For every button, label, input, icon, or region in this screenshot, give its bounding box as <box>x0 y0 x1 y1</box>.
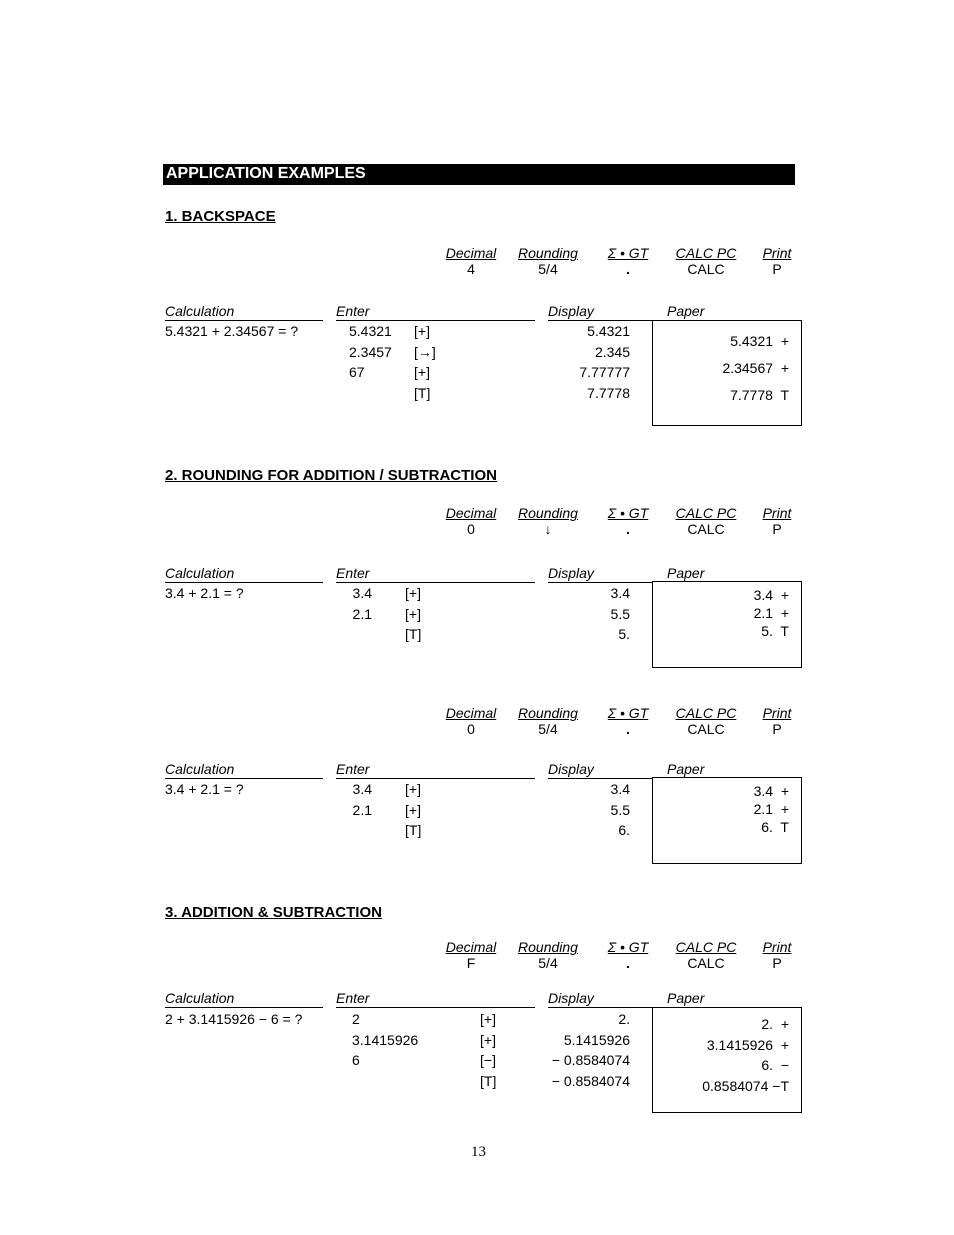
paper-line: 5.4321 + <box>730 333 789 349</box>
setting-decimal-value: 0 <box>467 521 475 537</box>
enter-header-rule <box>336 582 535 583</box>
display-value: 5. <box>618 626 630 642</box>
enter-key: [−] <box>480 1052 496 1068</box>
enter-key: [+] <box>405 801 421 818</box>
paper-line: 2.1 + <box>753 801 789 817</box>
enter-number: 3.4 <box>352 781 372 797</box>
enter-key: [+] <box>480 1031 496 1048</box>
enter-number: 2 <box>352 1011 360 1027</box>
setting-rounding-label: Rounding <box>518 939 578 955</box>
display-value: 5.5 <box>610 801 630 818</box>
enter-key: [+] <box>414 364 430 380</box>
setting-calc-value: CALC <box>687 721 725 737</box>
display-value: 5.5 <box>610 605 630 622</box>
setting-print-label: Print <box>762 939 792 955</box>
enter-number: 2.3457 <box>349 343 392 360</box>
column-header-enter: Enter <box>336 565 370 581</box>
setting-calc-label: CALC PC <box>675 705 737 721</box>
paper-line: 3.4 + <box>753 783 789 799</box>
enter-key: [T] <box>405 626 422 642</box>
column-header-paper: Paper <box>667 990 705 1006</box>
enter-key: [T] <box>414 384 431 401</box>
setting-print-value: P <box>772 955 782 971</box>
display-value: 3.4 <box>610 781 630 797</box>
display-value: 7.7778 <box>587 384 630 401</box>
column-header-display: Display <box>548 303 594 319</box>
enter-key: [+] <box>405 585 421 601</box>
calculation-header-rule <box>165 320 323 321</box>
page-number: 13 <box>471 1144 486 1160</box>
column-header-enter: Enter <box>336 990 370 1006</box>
column-header-calculation: Calculation <box>165 990 235 1006</box>
enter-key: [T] <box>405 822 422 838</box>
setting-calc-label: CALC PC <box>675 505 737 521</box>
paper-line: 6. T <box>761 819 789 835</box>
setting-calc-value: CALC <box>687 521 725 537</box>
column-header-calculation: Calculation <box>165 565 235 581</box>
enter-key: [+] <box>405 781 421 797</box>
setting-gt-label: Σ • GT <box>607 939 649 955</box>
calculation-expression: 3.4 + 2.1 = ? <box>165 781 244 797</box>
paper-line: 0.8584074 −T <box>702 1077 789 1094</box>
enter-header-rule <box>336 1007 535 1008</box>
setting-decimal-label: Decimal <box>445 245 497 261</box>
setting-rounding-value: ↓ <box>544 521 552 537</box>
paper-line: 3.1415926 + <box>706 1036 789 1053</box>
setting-calc-value: CALC <box>687 261 725 277</box>
setting-calc-label: CALC PC <box>675 245 737 261</box>
column-header-display: Display <box>548 565 594 581</box>
setting-gt-label: Σ • GT <box>607 705 649 721</box>
column-header-paper: Paper <box>667 565 705 581</box>
enter-number: 67 <box>349 364 365 380</box>
calculation-header-rule <box>165 582 323 583</box>
setting-print-label: Print <box>762 245 792 261</box>
column-header-calculation: Calculation <box>165 761 235 777</box>
setting-gt-label: Σ • GT <box>607 245 649 261</box>
enter-key: [+] <box>414 323 430 339</box>
setting-gt-value: . <box>626 521 630 537</box>
section-heading-backspace: 1. BACKSPACE <box>165 208 276 225</box>
column-header-paper: Paper <box>667 761 705 777</box>
calculation-expression: 5.4321 + 2.34567 = ? <box>165 323 299 339</box>
display-value: 3.4 <box>610 585 630 601</box>
paper-line: 3.4 + <box>753 587 789 603</box>
setting-decimal-value: 0 <box>467 721 475 737</box>
setting-gt-value: . <box>626 261 630 277</box>
column-header-enter: Enter <box>336 761 370 777</box>
enter-key: [+] <box>480 1011 496 1027</box>
setting-gt-label: Σ • GT <box>607 505 649 521</box>
display-value: 2. <box>618 1011 630 1027</box>
enter-number: 5.4321 <box>349 323 392 339</box>
section-banner <box>163 164 795 185</box>
display-value: 2.345 <box>594 343 630 360</box>
setting-rounding-label: Rounding <box>518 705 578 721</box>
setting-calc-label: CALC PC <box>675 939 737 955</box>
setting-gt-value: . <box>626 955 630 971</box>
section-heading-rounding: 2. ROUNDING FOR ADDITION / SUBTRACTION <box>165 467 497 484</box>
setting-print-value: P <box>772 521 782 537</box>
banner-title: APPLICATION EXAMPLES <box>166 165 366 182</box>
setting-decimal-value: 4 <box>467 261 475 277</box>
setting-rounding-value: 5/4 <box>538 721 558 737</box>
calculation-header-rule <box>165 1007 323 1008</box>
setting-rounding-value: 5/4 <box>538 261 558 277</box>
paper-line: 5. T <box>761 623 789 639</box>
section-heading-addition: 3. ADDITION & SUBTRACTION <box>165 904 382 921</box>
enter-number: 3.1415926 <box>352 1031 419 1048</box>
setting-decimal-label: Decimal <box>445 505 497 521</box>
calculation-expression: 3.4 + 2.1 = ? <box>165 585 244 601</box>
paper-line: 2.1 + <box>753 605 789 621</box>
paper-line: 6. − <box>761 1057 789 1073</box>
paper-line: 7.7778 T <box>730 387 789 403</box>
setting-calc-value: CALC <box>687 955 725 971</box>
display-value: 5.4321 <box>587 323 630 339</box>
column-header-paper: Paper <box>667 303 705 319</box>
paper-line: 2. + <box>761 1016 789 1032</box>
enter-number: 6 <box>352 1052 360 1068</box>
setting-rounding-label: Rounding <box>518 505 578 521</box>
setting-decimal-label: Decimal <box>445 939 497 955</box>
display-value: − 0.8584074 <box>551 1052 630 1068</box>
setting-gt-value: . <box>626 721 630 737</box>
calculation-expression: 2 + 3.1415926 − 6 = ? <box>165 1011 303 1027</box>
calculation-header-rule <box>165 778 323 779</box>
paper-line: 2.34567 + <box>722 360 789 376</box>
enter-header-rule <box>336 320 535 321</box>
enter-number: 2.1 <box>352 801 372 818</box>
setting-decimal-value: F <box>466 955 476 971</box>
setting-rounding-label: Rounding <box>518 245 578 261</box>
setting-rounding-value: 5/4 <box>538 955 558 971</box>
setting-decimal-label: Decimal <box>445 705 497 721</box>
enter-key: [→] <box>414 343 436 360</box>
setting-print-label: Print <box>762 505 792 521</box>
display-value: 6. <box>618 822 630 838</box>
column-header-display: Display <box>548 990 594 1006</box>
setting-print-value: P <box>772 261 782 277</box>
display-value: − 0.8584074 <box>551 1072 630 1089</box>
setting-print-label: Print <box>762 705 792 721</box>
enter-header-rule <box>336 778 535 779</box>
display-value: 5.1415926 <box>563 1031 630 1048</box>
column-header-calculation: Calculation <box>165 303 235 319</box>
display-value: 7.77777 <box>579 364 630 380</box>
enter-key: [T] <box>480 1072 497 1089</box>
column-header-display: Display <box>548 761 594 777</box>
setting-print-value: P <box>772 721 782 737</box>
column-header-enter: Enter <box>336 303 370 319</box>
enter-number: 3.4 <box>352 585 372 601</box>
enter-key: [+] <box>405 605 421 622</box>
enter-number: 2.1 <box>352 605 372 622</box>
